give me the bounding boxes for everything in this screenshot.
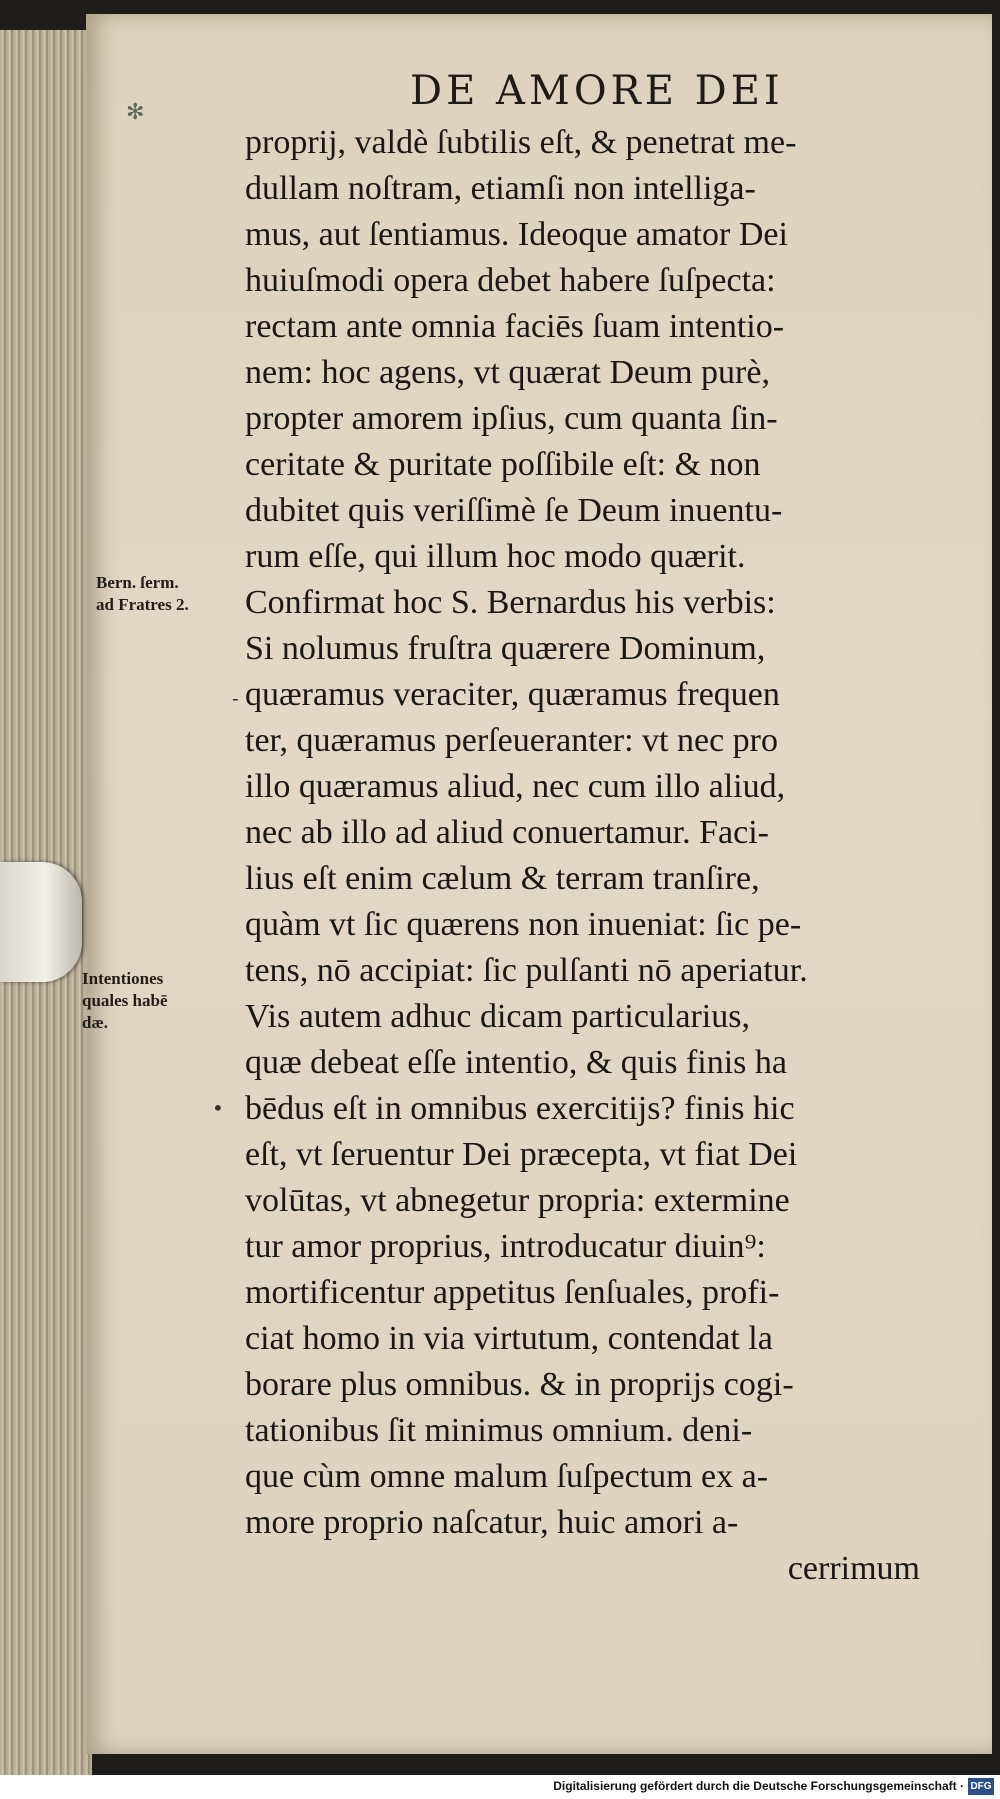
margin-note-bernardus: [96, 572, 246, 616]
text-line: ciat homo in via virtutum, contendat la: [245, 1320, 773, 1357]
margin-note-line: quales habē: [82, 991, 168, 1010]
body-text: [245, 120, 940, 1592]
text-line: bēdus eſt in omnibus exercitijs? finis hic: [245, 1090, 795, 1127]
catchword: cerrimum: [787, 1550, 920, 1587]
text-line: quæ debeat eſſe intentio, & quis finis ha: [245, 1044, 788, 1081]
margin-note-intentiones: [82, 968, 232, 1034]
text-line: borare plus omnibus. & in proprijs cogi-: [245, 1366, 794, 1403]
footer-credit: Digitalisierung gefördert durch die Deutsche Forschungsgemeinschaft ·: [553, 1779, 964, 1793]
text-line: que cùm omne malum ſuſpectum ex a-: [245, 1458, 769, 1495]
text-line: nec ab illo ad aliud conuertamur. Faci-: [245, 814, 769, 851]
text-line: huiuſmodi opera debet habere ſuſpecta:: [245, 262, 776, 299]
text-line: Vis autem adhuc dicam particularius,: [245, 998, 750, 1035]
text-line: mus, aut ſentiamus. Ideoque amator Dei: [245, 216, 788, 253]
stray-dot-icon: •: [212, 1096, 224, 1120]
text-line: quæramus veraciter, quæramus frequen: [245, 676, 780, 713]
star-ornament-icon: ✻: [126, 100, 145, 125]
text-line: tur amor proprius, introducatur diuin⁹:: [245, 1228, 766, 1265]
text-line: rum eſſe, qui illum hoc modo quærit.: [245, 538, 746, 575]
text-line: lius eſt enim cælum & terram tranſire,: [245, 860, 760, 897]
margin-note-line: dæ.: [82, 1013, 108, 1032]
text-line: tens, nō accipiat: ſic pulſanti nō aperiatur.: [245, 952, 808, 989]
text-line: illo quæramus aliud, nec cum illo aliud,: [245, 768, 786, 805]
dfg-logo: DFG: [968, 1778, 994, 1795]
text-line: nem: hoc agens, vt quærat Deum purè,: [245, 354, 770, 391]
text-line: ceritate & puritate poſſibile eſt: & non: [245, 446, 761, 483]
text-line: dubitet quis veriſſimè ſe Deum inuentu-: [245, 492, 783, 529]
footer-bar: [0, 1775, 1000, 1799]
margin-note-line: ad Fratres 2.: [96, 595, 189, 614]
text-line: propter amorem ipſius, cum quanta ſin-: [245, 400, 778, 437]
text-line: dullam noſtram, etiamſi non intelliga-: [245, 170, 756, 207]
text-line: tationibus ſit minimus omnium. deni-: [245, 1412, 753, 1449]
running-head: DE AMORE DEI: [410, 68, 784, 114]
text-line: proprij, valdè ſubtilis eſt, & penetrat me-: [245, 124, 797, 161]
text-line: volūtas, vt abnegetur propria: extermine: [245, 1182, 790, 1219]
text-line: eſt, vt ſeruentur Dei præcepta, vt fiat Dei: [245, 1136, 798, 1173]
text-line: Si nolumus fruſtra quærere Dominum,: [245, 630, 766, 667]
text-line: quàm vt ſic quærens non inueniat: ſic pe-: [245, 906, 802, 943]
text-line: rectam ante omnia faciēs ſuam intentio-: [245, 308, 785, 345]
book-clip: [0, 862, 82, 982]
text-line: ter, quæramus perſeueranter: vt nec pro: [245, 722, 778, 759]
margin-note-line: Bern. ſerm.: [96, 573, 179, 592]
text-line: more proprio naſcatur, huic amori a-: [245, 1504, 739, 1541]
text-line: Confirmat hoc S. Bernardus his verbis:: [245, 584, 776, 621]
stray-mark-icon: -: [232, 686, 239, 710]
text-line: mortificentur appetitus ſenſuales, profi-: [245, 1274, 780, 1311]
margin-note-line: Intentiones: [82, 969, 164, 988]
